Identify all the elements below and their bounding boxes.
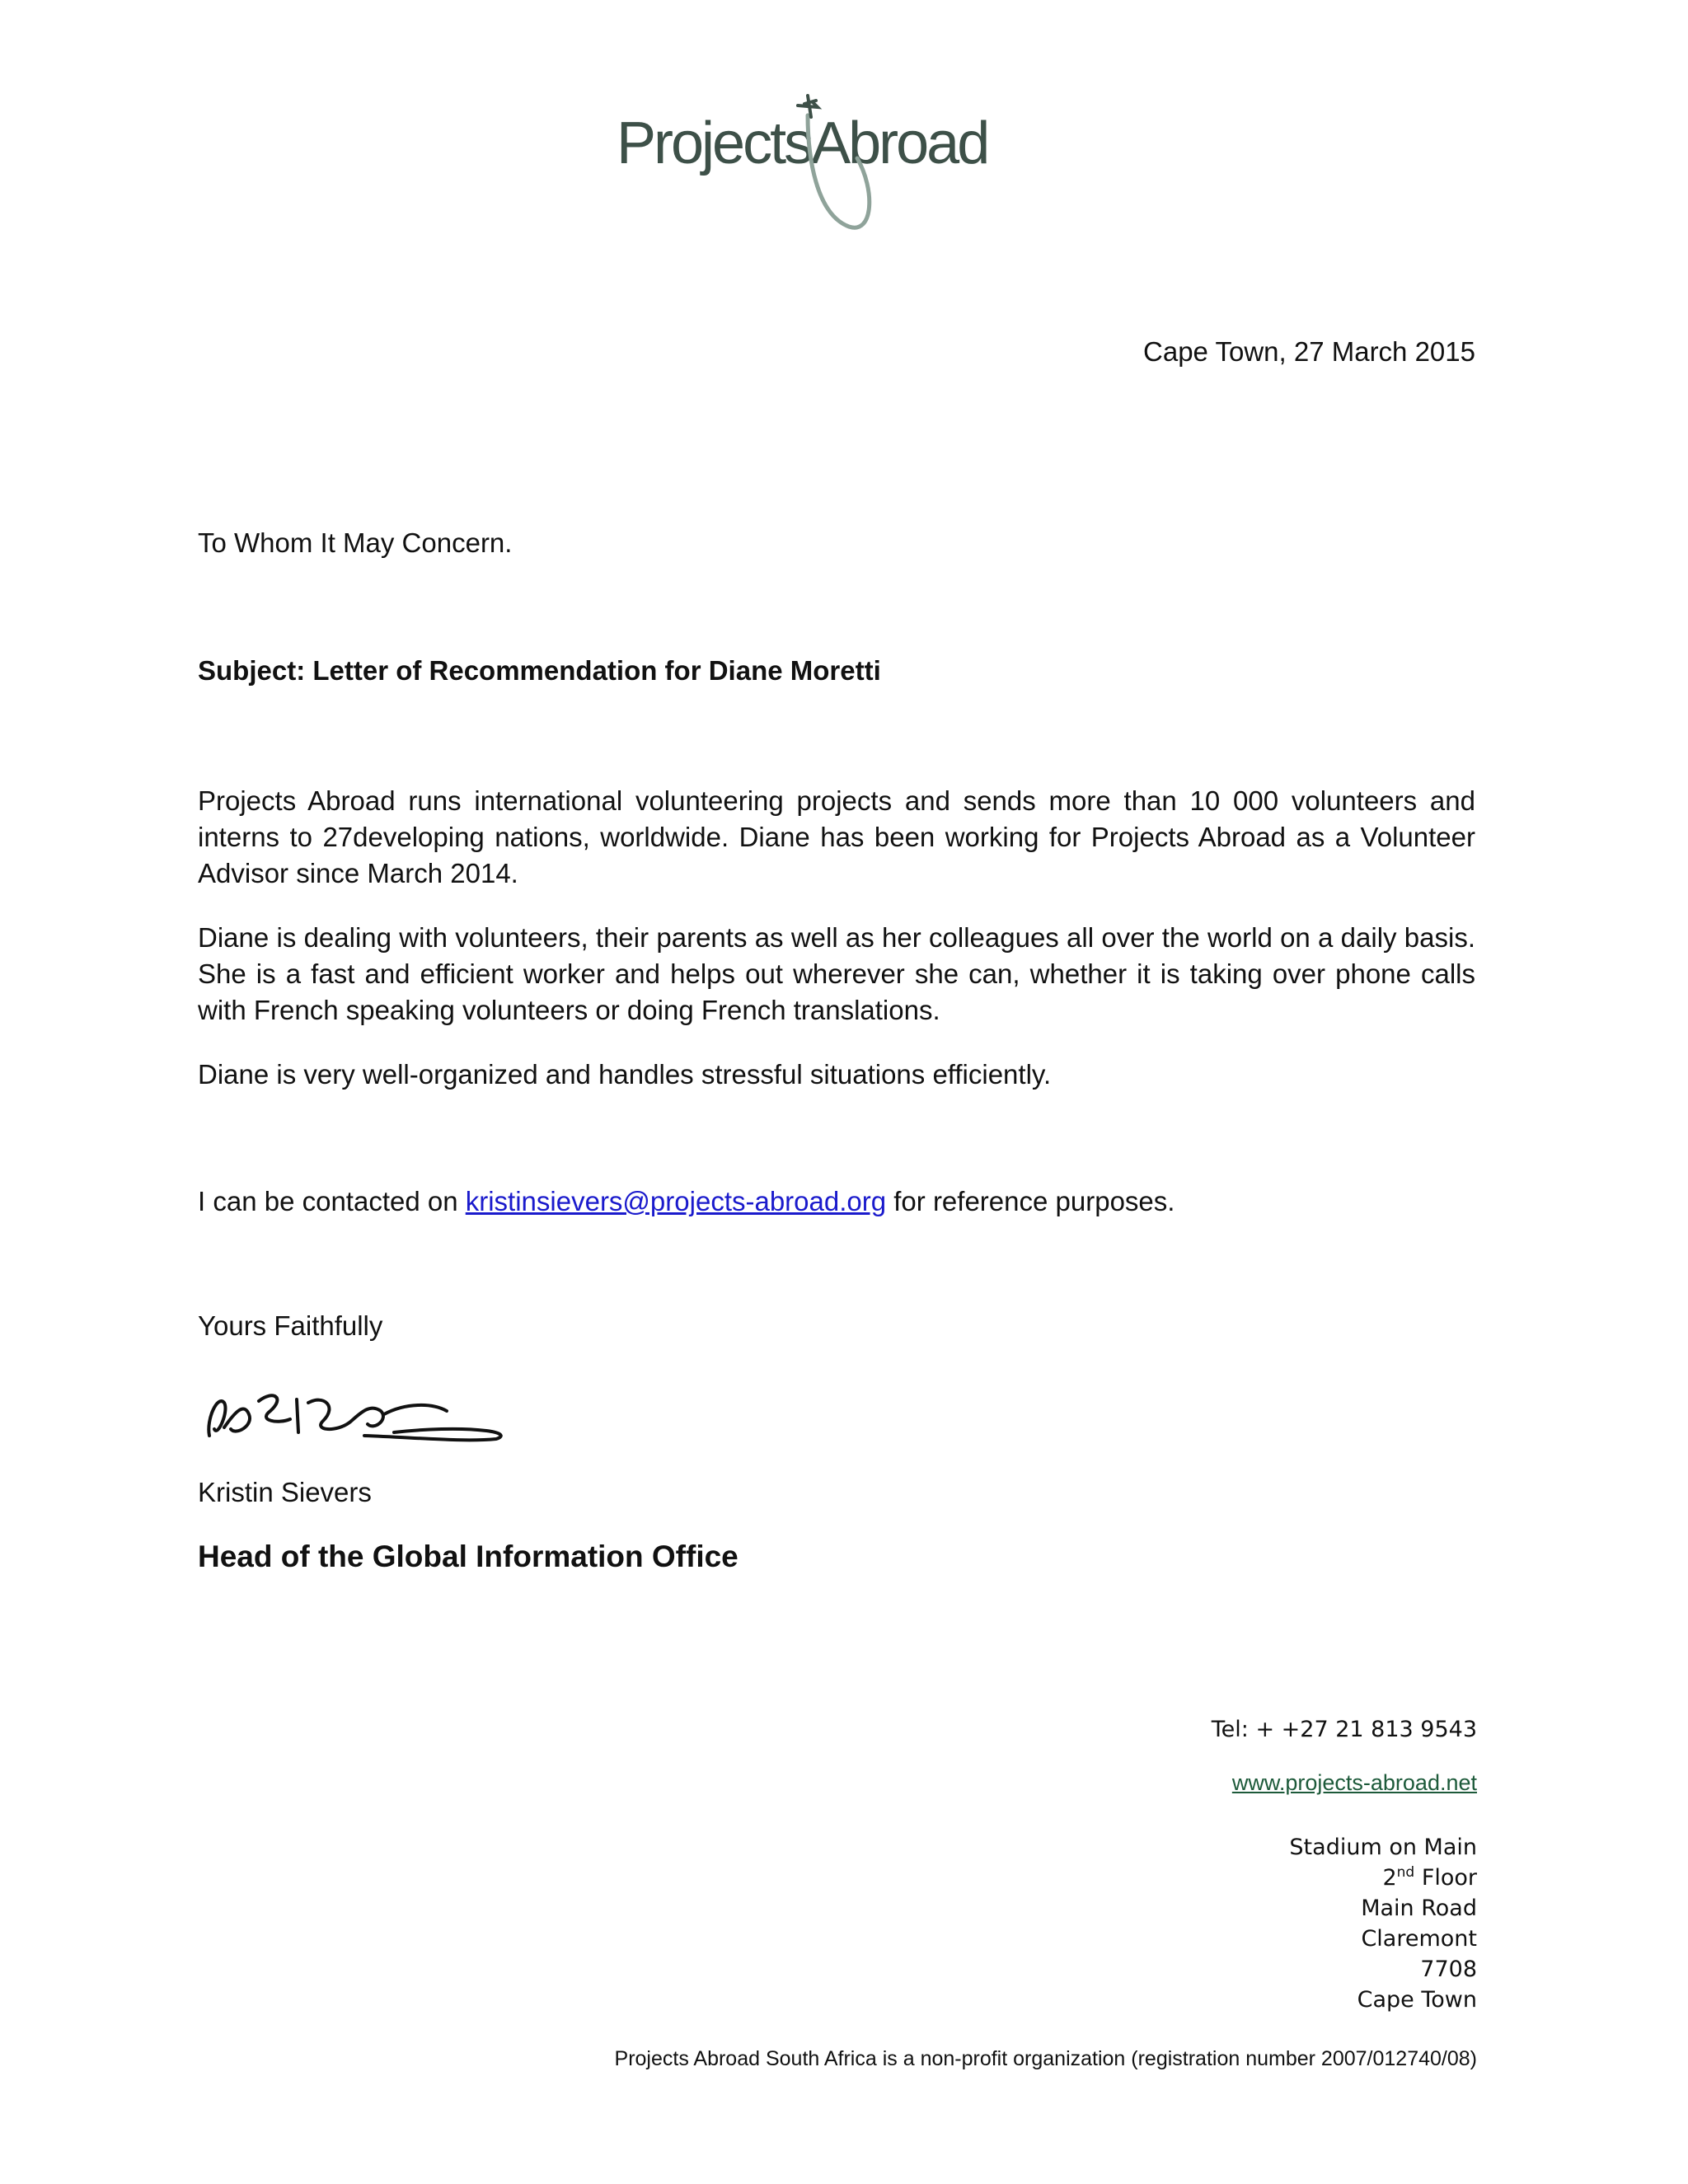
logo-text: ProjectsAbroad (617, 110, 988, 176)
floor-word: Floor (1414, 1865, 1477, 1891)
signer-name: Kristin Sievers (198, 1477, 372, 1507)
floor-suffix: nd (1396, 1864, 1415, 1881)
letter-date: Cape Town, 27 March 2015 (1143, 336, 1475, 367)
projects-abroad-logo (610, 82, 989, 247)
address-line: Stadium on Main (1289, 1835, 1477, 1860)
postal-address (1289, 1832, 1477, 2015)
address-line: 7708 (1420, 1957, 1477, 1982)
subject-line: Subject: Letter of Recommendation for Diane Moretti (198, 655, 881, 686)
address-line-floor (1289, 1863, 1477, 1893)
website-link[interactable]: www.projects-abroad.net (1231, 1770, 1477, 1795)
paragraph-qualities: Diane is very well-organized and handles stressful situations efficiently. (198, 1059, 1052, 1090)
address-line: Main Road (1361, 1896, 1477, 1921)
registration-note: Projects Abroad South Africa is a non-profit organization (registration number 2007/012740/08) (614, 2047, 1477, 2070)
closing: Yours Faithfully (198, 1310, 383, 1341)
address-line: Cape Town (1357, 1987, 1477, 2013)
contact-email-link[interactable]: kristinsievers@projects-abroad.org (465, 1186, 887, 1216)
paragraph-intro: Projects Abroad runs international volunteering projects and sends more than 10 000 volunteers and interns to 27developing nations, worldwide. Diane has been working for Projects Abroad as a Volunteer Advisor since March 2014. (198, 785, 1475, 888)
salutation: To Whom It May Concern. (198, 527, 513, 558)
signer-title: Head of the Global Information Office (198, 1540, 738, 1573)
contact-prefix: I can be contacted on (198, 1186, 466, 1216)
contact-paragraph (198, 1183, 1475, 1220)
handwritten-signature (199, 1378, 521, 1452)
telephone: Tel: + +27 21 813 9543 (1211, 1717, 1477, 1742)
contact-suffix: for reference purposes. (886, 1186, 1175, 1216)
paragraph-duties: Diane is dealing with volunteers, their parents as well as her colleagues all over the world on a daily basis. She is a fast and efficient worker and helps out wherever she can, whether it is taking over phone calls with French speaking volunteers or doing French translations. (198, 922, 1475, 1025)
floor-number: 2 (1382, 1865, 1397, 1891)
address-line: Claremont (1361, 1926, 1477, 1952)
